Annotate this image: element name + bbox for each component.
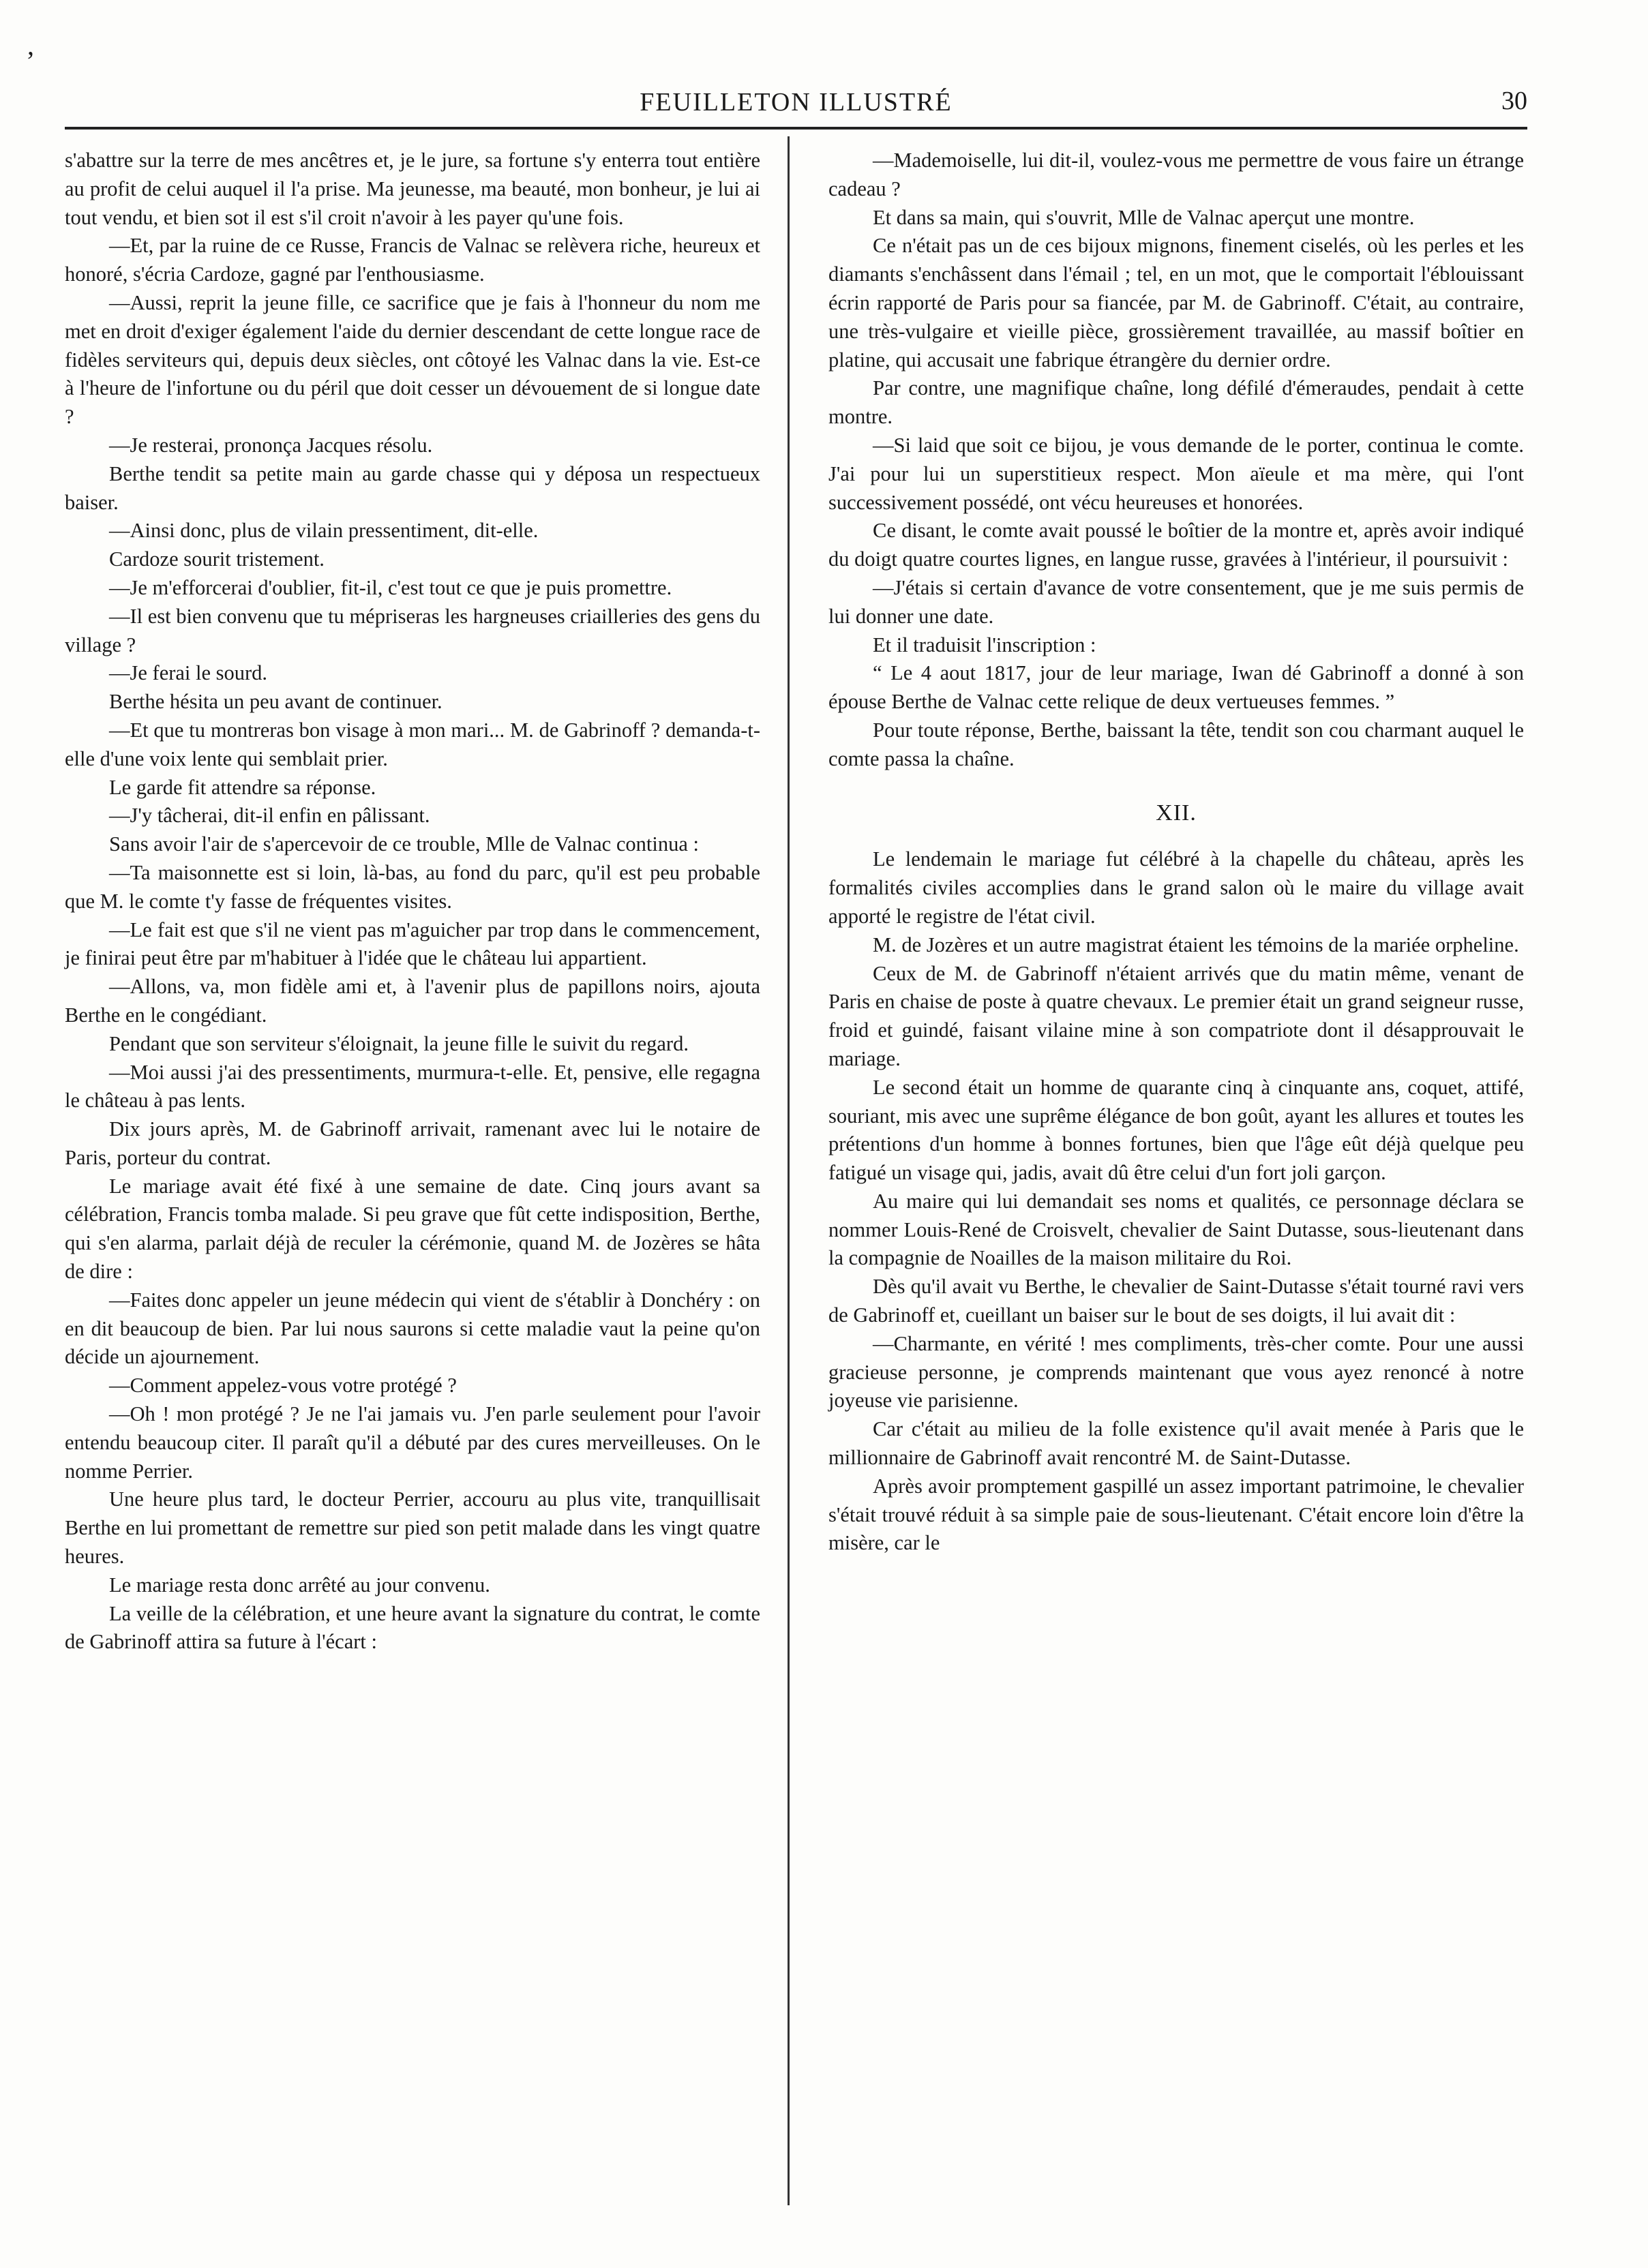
paragraph: Ceux de M. de Gabrinoff n'étaient arrivés que du matin même, venant de Paris en chaise de poste à quatre chevaux. Le premier était un grand seigneur russe, froid et guindé, faisant vilaine mine à son compatriote dont il désapprouvait le mariage. bbox=[828, 961, 1524, 1070]
paragraph: Cardoze sourit tristement. bbox=[109, 547, 325, 571]
paragraph: —Et que tu montreras bon visage à mon mari... M. de Gabrinoff ? demanda-t-elle d'une voix lente qui semblait prier. bbox=[65, 718, 760, 770]
paragraph: —Si laid que soit ce bijou, je vous demande de le porter, continua le comte. J'ai pour lui un superstitieux respect. Mon aïeule et ma mère, qui l'ont successivement possédé, ont vécu heureuses et honorées. bbox=[828, 433, 1524, 514]
paragraph: Pendant que son serviteur s'éloignait, la jeune fille le suivit du regard. bbox=[109, 1031, 689, 1055]
paragraph: —Moi aussi j'ai des pressentiments, murmura-t-elle. Et, pensive, elle regagna le château à pas lents. bbox=[65, 1060, 760, 1113]
paragraph: Dès qu'il avait vu Berthe, le chevalier de Saint-Dutasse s'était tourné ravi vers de Gabrinoff et, cueillant un baiser sur le bout de ses doigts, il lui avait dit : bbox=[828, 1275, 1524, 1327]
right-column-top-text bbox=[828, 147, 1524, 774]
paragraph: Une heure plus tard, le docteur Perrier, accouru au plus vite, tranquillisait Berthe en lui promettant de remettre sur pied son petit malade dans les vingt quatre heures. bbox=[65, 1487, 760, 1569]
paragraph: Sans avoir l'air de s'apercevoir de ce trouble, Mlle de Valnac continua : bbox=[109, 832, 699, 856]
paragraph: —Aussi, reprit la jeune fille, ce sacrifice que je fais à l'honneur du nom me met en droit d'exiger également l'aide du dernier descendant de cette longue race de fidèles serviteurs qui, depuis deux siècles, ont côtoyé les Valnac dans la vie. Est-ce à l'heure de l'infortune ou du péril que doit cesser un dévouement de si longue date ? bbox=[65, 290, 760, 429]
paragraph: Le mariage resta donc arrêté au jour convenu. bbox=[109, 1573, 490, 1597]
paragraph: Et dans sa main, qui s'ouvrit, Mlle de Valnac aperçut une montre. bbox=[873, 205, 1415, 229]
paragraph: Ce disant, le comte avait poussé le boîtier de la montre et, après avoir indiqué du doigt quatre courtes lignes, en langue russe, gravées à l'intérieur, il poursuivit : bbox=[828, 519, 1524, 571]
paragraph: —Faites donc appeler un jeune médecin qui vient de s'établir à Donchéry : on en dit beaucoup de bien. Par lui nous saurons si cette maladie vaut la peine qu'on décide un ajournement. bbox=[65, 1288, 760, 1369]
page-header bbox=[65, 82, 1527, 130]
paragraph: Le garde fit attendre sa réponse. bbox=[109, 775, 376, 799]
paragraph: La veille de la célébration, et une heure avant la signature du contrat, le comte de Gabrinoff attira sa future à l'écart : bbox=[65, 1601, 760, 1654]
paragraph: Par contre, une magnifique chaîne, long défilé d'émeraudes, pendait à cette montre. bbox=[828, 376, 1524, 429]
paragraph: Berthe tendit sa petite main au garde chasse qui y déposa un respectueux baiser. bbox=[65, 462, 760, 514]
paragraph: —Je ferai le sourd. bbox=[109, 661, 268, 685]
paragraph: M. de Jozères et un autre magistrat étaient les témoins de la mariée orpheline. bbox=[873, 933, 1519, 956]
paragraph: Au maire qui lui demandait ses noms et qualités, ce personnage déclara se nommer Louis-René de Croisvelt, chevalier de Saint Dutasse, sous-lieutenant dans la compagnie de Noailles de la maison militaire du Roi. bbox=[828, 1189, 1524, 1270]
paragraph: Et il traduisit l'inscription : bbox=[873, 633, 1096, 656]
paragraph: —Il est bien convenu que tu mépriseras les hargneuses criailleries des gens du village ? bbox=[65, 604, 760, 656]
page-number: 30 bbox=[1501, 87, 1527, 115]
paragraph: —Ta maisonnette est si loin, là-bas, au fond du parc, qu'il est peu probable que M. le comte t'y fasse de fréquentes visites. bbox=[65, 860, 760, 913]
paragraph: Le lendemain le mariage fut célébré à la chapelle du château, après les formalités civiles accomplies dans le grand salon où le maire du village avait apporté le registre de l'état civil. bbox=[828, 847, 1524, 928]
right-column bbox=[828, 147, 1524, 1558]
page-title: FEUILLETON ILLUSTRÉ bbox=[640, 88, 953, 117]
paragraph: Le second était un homme de quarante cinq à cinquante ans, coquet, attifé, souriant, mis avec une suprême élégance de bon goût, ayant les allures et toutes les prétentions d'un homme à bonnes fortunes, bien que l'âge eût déjà quelque peu fatigué un visage qui, jadis, avait dû être celui d'un fort joli garçon. bbox=[828, 1075, 1524, 1185]
paragraph: —Charmante, en vérité ! mes compliments, très-cher comte. Pour une aussi gracieuse personne, je comprends maintenant que vous ayez renoncé à notre joyeuse vie parisienne. bbox=[828, 1331, 1524, 1412]
paragraph: Le mariage avait été fixé à une semaine de date. Cinq jours avant sa célébration, Francis tomba malade. Si peu grave que fût cette indisposition, Berthe, qui s'en alarma, parlait déjà de reculer la cérémonie, quand M. de Jozères se hâta de dire : bbox=[65, 1174, 760, 1284]
paragraph: Berthe hésita un peu avant de continuer. bbox=[109, 690, 443, 714]
paragraph: —Je resterai, prononça Jacques résolu. bbox=[109, 433, 433, 457]
paragraph: “ Le 4 aout 1817, jour de leur mariage, Iwan dé Gabrinoff a donné à son épouse Berthe de Valnac cette relique de deux vertueuses femmes. ” bbox=[828, 661, 1524, 714]
paragraph: Ce n'était pas un de ces bijoux mignons, finement ciselés, où les perles et les diamants s'enchâssent dans l'émail ; tel, en un mot, que le comportait l'éblouissant écrin rapporté de Paris pour sa fiancée, par M. de Gabrinoff. C'était, au contraire, une très-vulgaire et vieille pièce, grossièrement travaillée, au massif boîtier en platine, qui accusait une fabrique étrangère du dernier ordre. bbox=[828, 234, 1524, 372]
right-column-bottom-text bbox=[828, 845, 1524, 1558]
paragraph: —Comment appelez-vous votre protégé ? bbox=[109, 1374, 457, 1397]
paragraph: —J'étais si certain d'avance de votre consentement, que je me suis permis de lui donner une date. bbox=[828, 575, 1524, 628]
paragraph: s'abattre sur la terre de mes ancêtres et, je le jure, sa fortune s'y enterra tout entière au profit de celui auquel il l'a prise. Ma jeunesse, ma beauté, mon bonheur, je lui ai tout vendu, et bien sot il est s'il croit n'avoir à les payer qu'une fois. bbox=[65, 149, 760, 229]
paragraph: Après avoir promptement gaspillé un assez important patrimoine, le chevalier s'était trouvé réduit à sa simple paie de sous-lieutenant. C'était encore loin d'être la misère, car le bbox=[828, 1474, 1524, 1555]
paragraph: Car c'était au milieu de la folle existence qu'il avait menée à Paris que le millionnaire de Gabrinoff avait rencontré M. de Saint-Dutasse. bbox=[828, 1417, 1524, 1470]
paragraph: —Ainsi donc, plus de vilain pressentiment, dit-elle. bbox=[109, 519, 539, 543]
paragraph: —Je m'efforcerai d'oublier, fit-il, c'est tout ce que je puis promettre. bbox=[109, 575, 672, 599]
paragraph: Pour toute réponse, Berthe, baissant la tête, tendit son cou charmant auquel le comte passa la chaîne. bbox=[828, 718, 1524, 770]
paragraph: —Allons, va, mon fidèle ami et, à l'avenir plus de papillons noirs, ajouta Berthe en le congédiant. bbox=[65, 975, 760, 1027]
paragraph: —Le fait est que s'il ne vient pas m'aguicher par trop dans le commencement, je finirai peut être par m'habituer à l'idée que le château lui appartient. bbox=[65, 918, 760, 970]
section-heading: XII. bbox=[1156, 800, 1197, 826]
paragraph: Dix jours après, M. de Gabrinoff arrivait, ramenant avec lui le notaire de Paris, porteur du contrat. bbox=[65, 1117, 760, 1169]
paragraph: —J'y tâcherai, dit-il enfin en pâlissant. bbox=[109, 804, 430, 828]
paragraph: —Mademoiselle, lui dit-il, voulez-vous me permettre de vous faire un étrange cadeau ? bbox=[828, 149, 1524, 200]
column-divider bbox=[788, 136, 790, 2205]
paragraph: —Oh ! mon protégé ? Je ne l'ai jamais vu. J'en parle seulement pour l'avoir entendu beaucoup citer. Il paraît qu'il a débuté par des cures merveilleuses. On le nomme Perrier. bbox=[65, 1402, 760, 1483]
corner-mark: ʼ bbox=[26, 46, 35, 76]
paragraph: —Et, par la ruine de ce Russe, Francis de Valnac se relèvera riche, heureux et honoré, s'écria Cardoze, gagné par l'enthousiasme. bbox=[65, 234, 760, 286]
left-column bbox=[65, 147, 760, 1657]
